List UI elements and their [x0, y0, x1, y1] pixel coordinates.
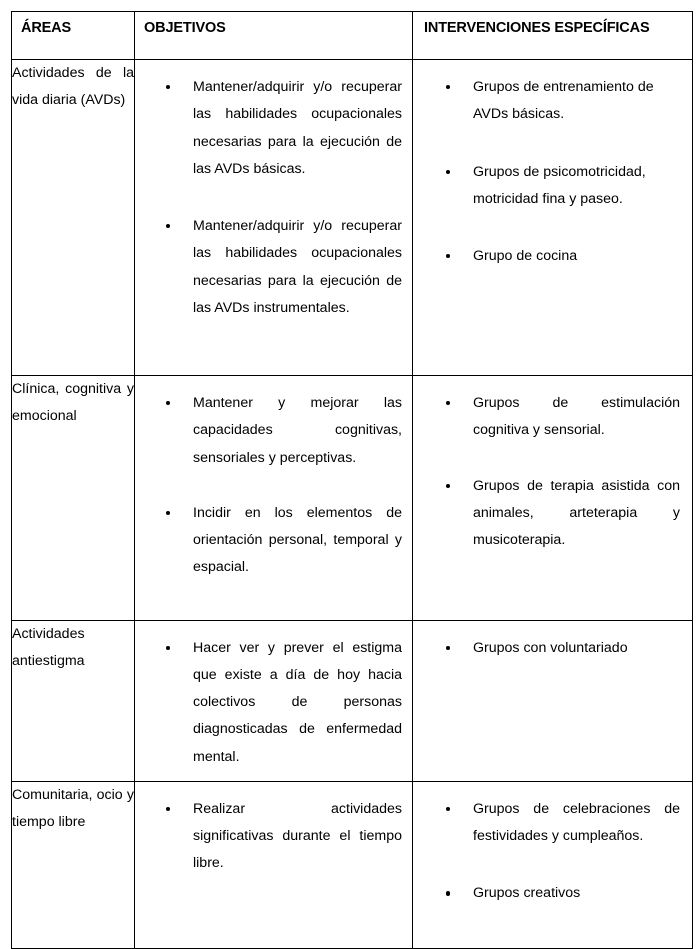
intervention-matrix-table: [11, 11, 693, 949]
column-header-areas: [12, 12, 135, 60]
interventions-list: [413, 782, 692, 948]
list-item-text: Grupos creativos: [473, 885, 581, 902]
list-item: [413, 159, 680, 214]
objectives-cell: [135, 60, 413, 376]
interventions-list: [413, 60, 692, 310]
column-header-intervenciones: [413, 12, 693, 60]
objectives-cell: [135, 620, 413, 781]
list-item-text: Grupos con voluntariado: [473, 639, 628, 656]
list-item: [135, 213, 402, 322]
list-item: [135, 635, 402, 771]
list-item: [413, 74, 680, 129]
table-header-row: [12, 12, 693, 60]
area-label: Clínica, cognitiva y emocional: [12, 381, 134, 425]
objectives-cell: [135, 376, 413, 621]
list-item-text: Mantener/adquirir y/o recuperar las habilidades ocupacionales necesarias para la ejecución de las AVDs básicas.: [193, 79, 402, 177]
column-header-objetivos: [135, 12, 413, 60]
list-item: [413, 390, 680, 445]
interventions-cell: [413, 376, 693, 621]
list-item: [413, 880, 680, 907]
table-row: [12, 781, 693, 948]
area-cell: [12, 376, 135, 621]
list-item: [413, 473, 680, 555]
bullet-icon: [446, 891, 450, 895]
area-cell: [12, 781, 135, 948]
table-row: [12, 620, 693, 781]
area-cell: [12, 620, 135, 781]
interventions-cell: [413, 620, 693, 781]
bullet-icon: [446, 646, 450, 650]
list-item-text: Mantener/adquirir y/o recuperar las habilidades ocupacionales necesarias para la ejecución de las AVDs instrumentales.: [193, 218, 402, 316]
bullet-icon: [446, 170, 450, 174]
objectives-list: [135, 621, 412, 781]
table-row: [12, 60, 693, 376]
objectives-list: [135, 60, 412, 362]
list-item-text: Grupos de psicomotricidad, motricidad fina y paseo.: [473, 163, 646, 207]
objectives-list: [135, 782, 412, 888]
list-item-text: Realizar actividades significativas durante el tiempo libre.: [193, 800, 402, 872]
bullet-icon: [166, 646, 170, 650]
bullet-icon: [166, 511, 170, 515]
area-label: Actividades antiestigma: [12, 625, 85, 669]
list-item: [413, 796, 680, 851]
list-item-text: Grupo de cocina: [473, 248, 578, 265]
interventions-list: [413, 621, 692, 672]
list-item-text: Grupos de entrenamiento de AVDs básicas.: [473, 79, 654, 123]
list-item: [413, 635, 680, 662]
bullet-icon: [446, 254, 450, 258]
list-item: [135, 500, 402, 582]
list-item-text: Mantener y mejorar las capacidades cognitivas, sensoriales y perceptivas.: [193, 395, 402, 466]
table-row: [12, 376, 693, 621]
column-header-objetivos-label: OBJETIVOS: [144, 20, 226, 36]
bullet-icon: [166, 224, 170, 228]
area-cell: [12, 60, 135, 376]
objectives-list: [135, 376, 412, 620]
list-item-text: Grupos de terapia asistida con animales, arteterapia y musicoterapia.: [473, 477, 680, 549]
bullet-icon: [166, 807, 170, 811]
bullet-icon: [446, 484, 450, 488]
area-label: Comunitaria, ocio y tiempo libre: [12, 786, 134, 831]
list-item-text: Grupos de estimulación cognitiva y sensorial.: [473, 395, 680, 439]
list-item: [135, 796, 402, 878]
list-item: [413, 243, 680, 270]
list-item-text: Hacer ver y prever el estigma que existe a día de hoy hacia colectivos de personas diagnosticadas de enfermedad mental.: [193, 639, 402, 765]
objectives-cell: [135, 781, 413, 948]
list-item: [135, 390, 402, 472]
bullet-icon: [446, 401, 450, 405]
area-label: Actividades de la vida diaria (AVDs): [12, 65, 134, 109]
bullet-icon: [166, 85, 170, 89]
column-header-areas-label: ÁREAS: [21, 20, 72, 36]
interventions-list: [413, 376, 692, 592]
interventions-cell: [413, 60, 693, 376]
list-item-text: Grupos de celebraciones de festividades y cumpleaños.: [473, 800, 680, 845]
bullet-icon: [166, 401, 170, 405]
interventions-cell: [413, 781, 693, 948]
bullet-icon: [446, 807, 450, 811]
list-item: [135, 74, 402, 183]
bullet-icon: [446, 85, 450, 89]
column-header-intervenciones-label: INTERVENCIONES ESPECÍFICAS: [424, 20, 650, 36]
list-item-text: Incidir en los elementos de orientación personal, temporal y espacial.: [193, 504, 402, 576]
